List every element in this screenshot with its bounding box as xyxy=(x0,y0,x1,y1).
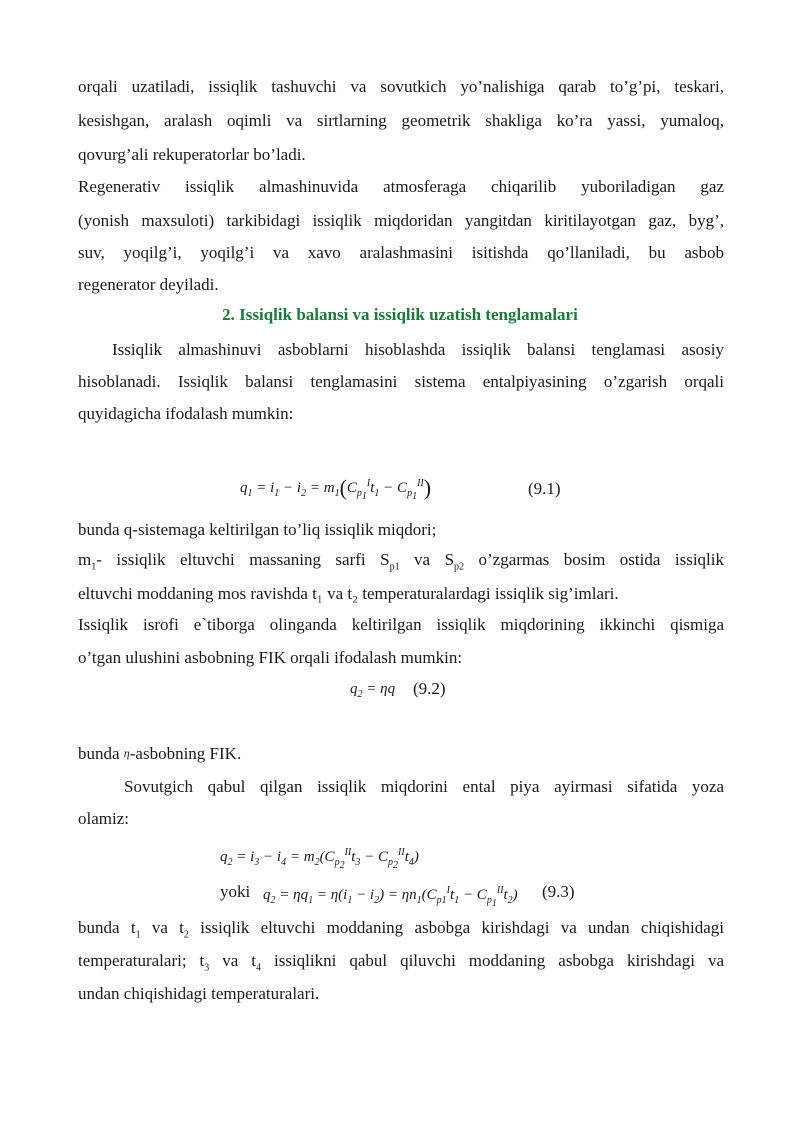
equation-9-3: $q_2 = \eta q_1 = \eta(i_1 - i_2) = \eta n_1(C_{p1}^It_1 - C_{p_1}^{II}t_2)$ xyxy=(263,885,518,909)
section-heading: 2. Issiqlik balansi va issiqlik uzatish tenglamalari xyxy=(222,305,578,324)
paragraph-line: Issiqlik almashinuvi asboblarni hisoblashda issiqlik balansi tenglamasi asosiy xyxy=(112,340,724,359)
paragraph-line: o’tgan ulushini asbobning FIK orqali ifodalash mumkin: xyxy=(78,648,463,667)
paragraph-text: Regenerativ issiqlik almashinuvida atmosferaga chiqarilib yuboriladigan gaz xyxy=(78,177,724,196)
paragraph-line: suv, yoqilg’i, yoqilg’i va xavo aralashmasini isitishda qo’llaniladi, bu asbob xyxy=(78,243,724,262)
paragraph-line: bunda $t_1$ va $t_2$ issiqlik eltuvchi moddaning asbobga kirishdagi va undan chiqishidagi xyxy=(78,918,724,941)
equation-number: (9.3) xyxy=(542,882,575,901)
paragraph-line: olamiz: xyxy=(78,809,129,828)
paragraph-line: quyidagicha ifodalash mumkin: xyxy=(78,404,294,423)
paragraph-line: $m_1-$ issiqlik eltuvchi massaning sarfi $S_{p1}$ va $S_{p2}$ o’zgarmas bosim ostida issiqlik xyxy=(78,550,725,573)
paragraph-line: eltuvchi moddaning mos ravishda t₁ va t₂ temperaturalardagi issiqlik sig’imlari. xyxy=(78,584,619,603)
equation-9-1: $q_1 = i_1 - i_2 = m_1(C_{p_1}^It_1 - C_{p_1}^{II})$ xyxy=(240,475,432,502)
paragraph-line xyxy=(78,176,724,198)
paragraph-line: regenerator deyiladi. xyxy=(78,275,219,294)
paragraph-line: bunda q-sistemaga keltirilgan to’liq issiqlik miqdori; xyxy=(78,520,437,539)
paragraph-line: undan chiqishidagi temperaturalari. xyxy=(78,984,320,1003)
equation-number: (9.1) xyxy=(528,479,561,498)
yoki-label: yoki xyxy=(220,882,251,901)
equation-9-2: $q_2 = \eta q$ xyxy=(350,681,396,700)
paragraph-line: kesishgan, aralash oqimli va sirtlarning geometrik shakliga ko’ra yassi, yumaloq, xyxy=(78,111,724,130)
equation-number: (9.2) xyxy=(413,679,446,698)
paragraph-line: Issiqlik isrofi e`tiborga olinganda keltirilgan issiqlik miqdorining ikkinchi qismiga xyxy=(78,615,724,634)
paragraph-line: temperaturalari; $t_3$ va $t_4$ issiqlikni qabul qiluvchi moddaning asbobga kirishdagi va xyxy=(78,951,724,974)
equation-q2: $q_2 = i_3 - i_4 = m_2(C_{p_2}^{II}t_3 - C_{p_2}^{II}t_4)$ xyxy=(220,847,419,871)
paragraph-line: (yonish maxsuloti) tarkibidagi issiqlik miqdoridan yangitdan kiritilayotgan gaz, byg’, xyxy=(78,211,724,230)
paragraph-line: bunda η-asbobning FIK. xyxy=(78,744,242,763)
paragraph-line: qovurg’ali rekuperatorlar bo’ladi. xyxy=(78,145,306,164)
paragraph-text: -asbobning FIK. xyxy=(129,744,242,763)
paragraph-line: orqali uzatiladi, issiqlik tashuvchi va sovutkich yo’nalishiga qarab to’g’pi, teskari, xyxy=(78,77,724,96)
paragraph-line: Sovutgich qabul qilgan issiqlik miqdorini ental piya ayirmasi sifatida yoza xyxy=(124,777,724,796)
paragraph-line: hisoblanadi. Issiqlik balansi tenglamasini sistema entalpiyasining o’zgarish orqali xyxy=(78,372,724,391)
